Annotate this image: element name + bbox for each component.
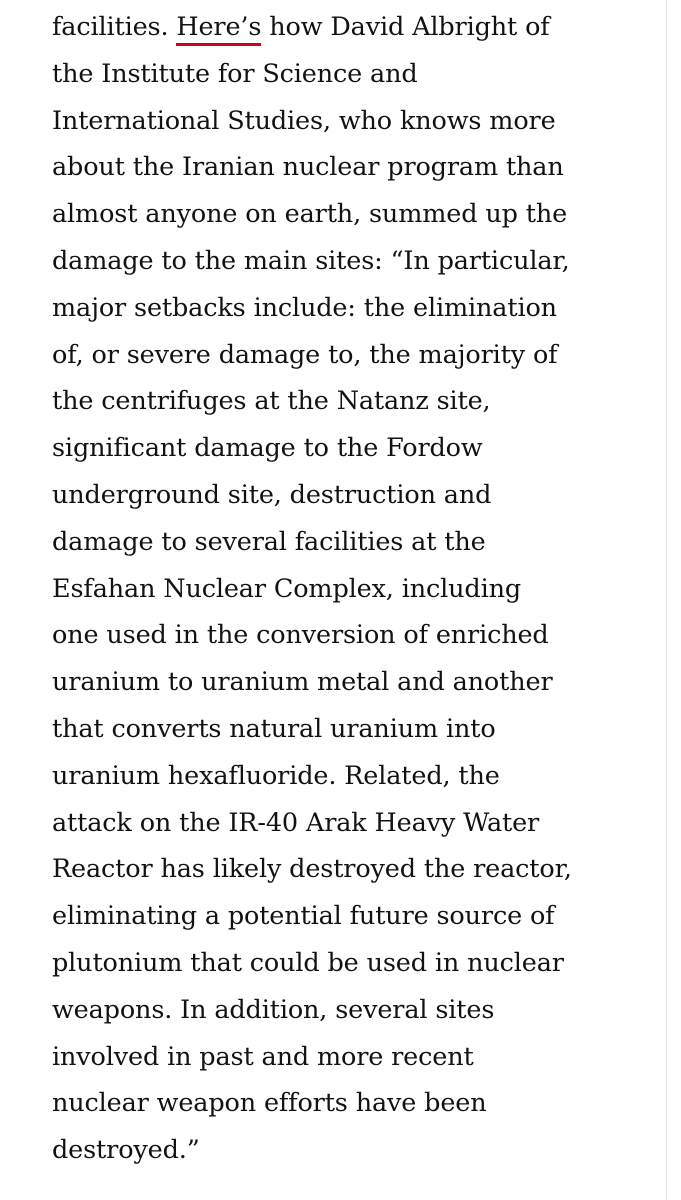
paragraph-line: International Studies, who knows more (52, 105, 556, 136)
paragraph-line: involved in past and more recent (52, 1041, 474, 1072)
paragraph-line: eliminating a potential future source of (52, 901, 555, 932)
line-text: facilities. (52, 12, 177, 42)
paragraph-line: underground site, destruction and (52, 479, 492, 510)
paragraph-line: damage to several facilities at the (52, 526, 486, 557)
paragraph-line: the centrifuges at the Natanz site, (52, 386, 491, 417)
paragraph-line: one used in the conversion of enriched (52, 620, 549, 651)
paragraph-line (52, 4, 652, 51)
paragraph-line: destroyed.” (52, 1135, 200, 1166)
paragraph-line: of, or severe damage to, the majority of (52, 339, 558, 370)
paragraph-line: Reactor has likely destroyed the reactor, (52, 854, 572, 885)
paragraph-line: Esfahan Nuclear Complex, including (52, 573, 522, 604)
paragraph-line: weapons. In addition, several sites (52, 994, 495, 1025)
paragraph-line: that converts natural uranium into (52, 713, 496, 744)
paragraph-line: nuclear weapon efforts have been (52, 1088, 487, 1119)
paragraph-line: almost anyone on earth, summed up the (52, 199, 568, 230)
article-body (52, 4, 652, 1174)
paragraph-line: significant damage to the Fordow (52, 433, 483, 464)
article-paragraph (52, 4, 652, 1174)
paragraph-line: major setbacks include: the elimination (52, 292, 557, 323)
line-text: how David Albright of (261, 12, 550, 42)
paragraph-line: uranium to uranium metal and another (52, 667, 553, 698)
page-edge-divider (666, 0, 667, 1200)
paragraph-line: damage to the main sites: “In particular, (52, 245, 570, 276)
paragraph-line: about the Iranian nuclear program than (52, 152, 564, 183)
paragraph-line: plutonium that could be used in nuclear (52, 947, 564, 978)
paragraph-line: attack on the IR-40 Arak Heavy Water (52, 807, 540, 838)
heres-link[interactable]: Here’s (176, 12, 261, 46)
paragraph-line: the Institute for Science and (52, 58, 418, 89)
paragraph-line: uranium hexafluoride. Related, the (52, 760, 500, 791)
